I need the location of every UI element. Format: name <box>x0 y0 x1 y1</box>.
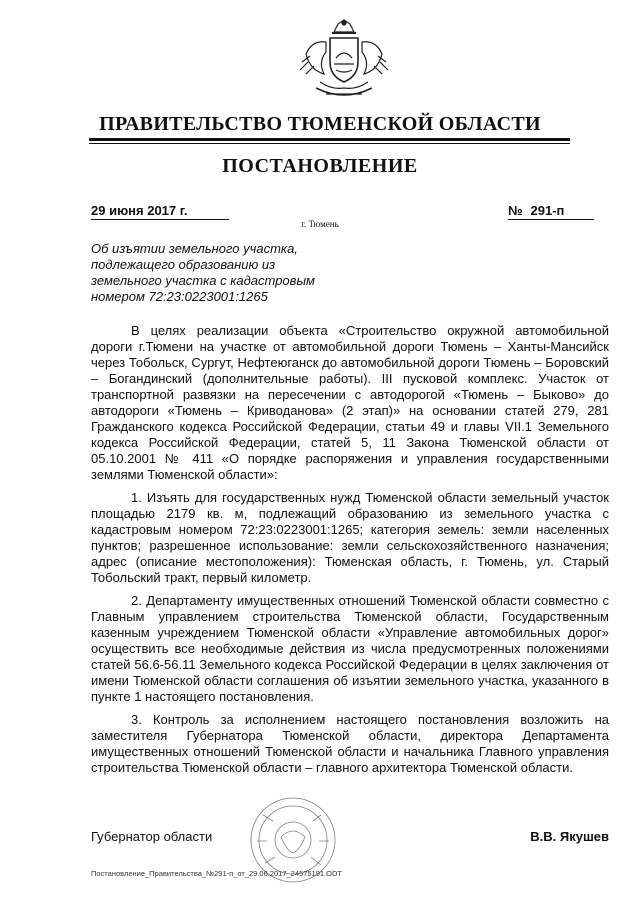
signatory-name: В.В. Якушев <box>530 829 609 844</box>
clause-1-paragraph: 1. Изъять для государственных нужд Тюменской области земельный участок площадью 2179 кв. м, подлежащий образованию из земельного участка с кадастровым номером 72:23:0223001:1265; категория земель: земли населенных пунктов; разрешенное использование: земли сельскохозяйственного назначения; адрес (описание местоположения): Тюменская область, г. Тюмень, ул. Старый Тобольский тракт, первый километр. <box>91 490 609 585</box>
number-value: 291-п <box>530 203 565 218</box>
signatory-title: Губернатор области <box>91 829 213 844</box>
subject-line: Об изъятии земельного участка, <box>91 241 298 256</box>
preamble-paragraph: В целях реализации объекта «Строительство окружной автомобильной дороги г.Тюмени на участке от автомобильной дороги Тюмень – Ханты-Мансийск через Тобольск, Сургут, Нефтеюганск до автомобильной дороги Тюмень – Боровский – Богандинский (дополнительные работы). III пусковой комплекс. Участок от транспортной развязки на пересечении с автодорогой «Тюмень – Быково» до автодороги «Тюмень – Криводанова» (2 этап)» на основании статей 279, 281 Гражданского кодекса Российской Федерации, статьи 49 и главы VII.1 Земельного кодекса Российской Федерации, статей 5, 11 Закона Тюменской области от 05.10.2001 № 411 «О порядке распоряжения и управления государственными землями Тюменской области»: <box>91 323 609 482</box>
clause-2-paragraph: 2. Департаменту имущественных отношений Тюменской области совместно с Главным управлением строительства Тюменской области, Государственным казенным учреждением Тюменской области «Управление автомобильных дорог» осуществить все необходимые действия из числа предусмотренных положениями статей 56.6-56.11 Земельного кодекса Российской Федерации в целях заключения от имени Тюменской области соглашения об изъятии земельного участка, указанного в пункте 1 настоящего постановления. <box>91 593 609 704</box>
document-body <box>91 323 609 783</box>
subject-line: номером 72:23:0223001:1265 <box>91 289 268 304</box>
document-date: 29 июня 2017 г. <box>91 203 229 220</box>
subject-line: подлежащего образованию из <box>91 257 276 272</box>
document-city: г. Тюмень <box>301 219 339 229</box>
document-number <box>508 203 594 220</box>
header-rule-thick <box>89 138 570 141</box>
organization-title: ПРАВИТЕЛЬСТВО ТЮМЕНСКОЙ ОБЛАСТИ <box>99 113 541 135</box>
coat-of-arms-icon <box>296 18 392 106</box>
number-label: № <box>508 203 523 218</box>
file-reference: Постановление_Правительства_№291-п_от_29.06.2017_24575191.ODT <box>91 869 342 878</box>
subject-line: земельного участка с кадастровым <box>91 273 315 288</box>
document-subject <box>91 241 351 305</box>
document-type: ПОСТАНОВЛЕНИЕ <box>222 155 418 177</box>
header-rule-thin <box>89 143 570 144</box>
clause-3-paragraph: 3. Контроль за исполнением настоящего постановления возложить на заместителя Губернатора Тюменской области, директора Департамента имущественных отношений Тюменской области и начальника Главного управления строительства Тюменской области – главного архитектора Тюменской области. <box>91 712 609 775</box>
